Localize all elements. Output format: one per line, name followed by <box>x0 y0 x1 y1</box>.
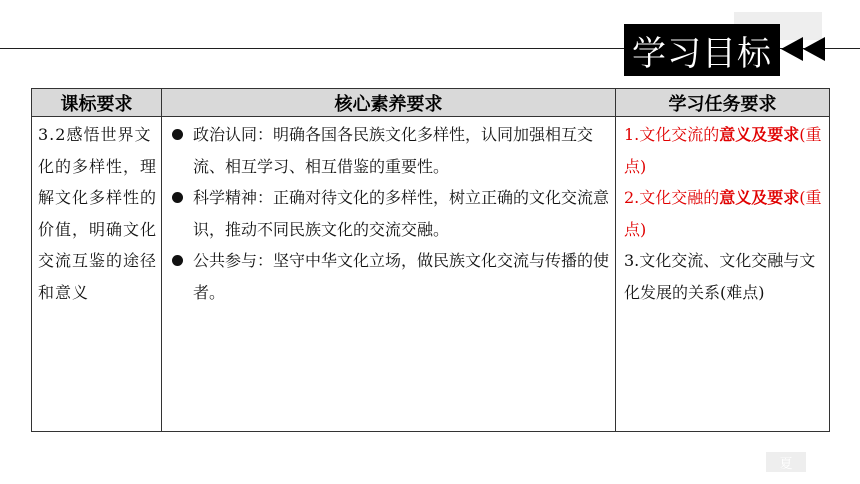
header-tasks: 学习任务要求 <box>616 89 830 117</box>
header-literacy: 核心素养要求 <box>162 89 616 117</box>
bullet-dot-icon <box>172 129 183 140</box>
bullet-dot-icon <box>172 192 183 203</box>
list-item <box>170 119 609 182</box>
page-nav-button[interactable]: 夏 <box>766 452 806 472</box>
literacy-item-science: 科学精神：正确对待文化的多样性，树立正确的文化交流意识，推动不同民族文化的交流交融。 <box>193 188 610 239</box>
table-header-row <box>32 89 830 117</box>
double-arrow-left-icon <box>781 37 829 61</box>
literacy-item-participation: 公共参与：坚守中华文化立场，做民族文化交流与传播的使者。 <box>193 251 610 302</box>
task-item-1: 1.文化交流的意义及要求(重点) <box>624 125 822 176</box>
bullet-dot-icon <box>172 255 183 266</box>
learning-goals-table <box>31 88 830 432</box>
literacy-cell <box>162 117 616 432</box>
table-row <box>32 117 830 432</box>
task-item-3: 3.文化交流、文化交融与文化发展的关系(难点) <box>624 251 816 302</box>
task-item-2: 2.文化交融的意义及要求(重点) <box>624 188 822 239</box>
tasks-cell <box>616 117 830 432</box>
list-item <box>170 182 609 245</box>
list-item <box>170 245 609 308</box>
literacy-item-political: 政治认同：明确各国各民族文化多样性，认同加强相互交流、相互学习、相互借鉴的重要性。 <box>193 125 594 176</box>
curriculum-cell: 3.2感悟世界文化的多样性，理解文化多样性的价值，明确文化交流互鉴的途径和意义 <box>32 117 162 432</box>
header-curriculum: 课标要求 <box>32 89 162 117</box>
page-title: 学习目标 <box>624 24 780 76</box>
